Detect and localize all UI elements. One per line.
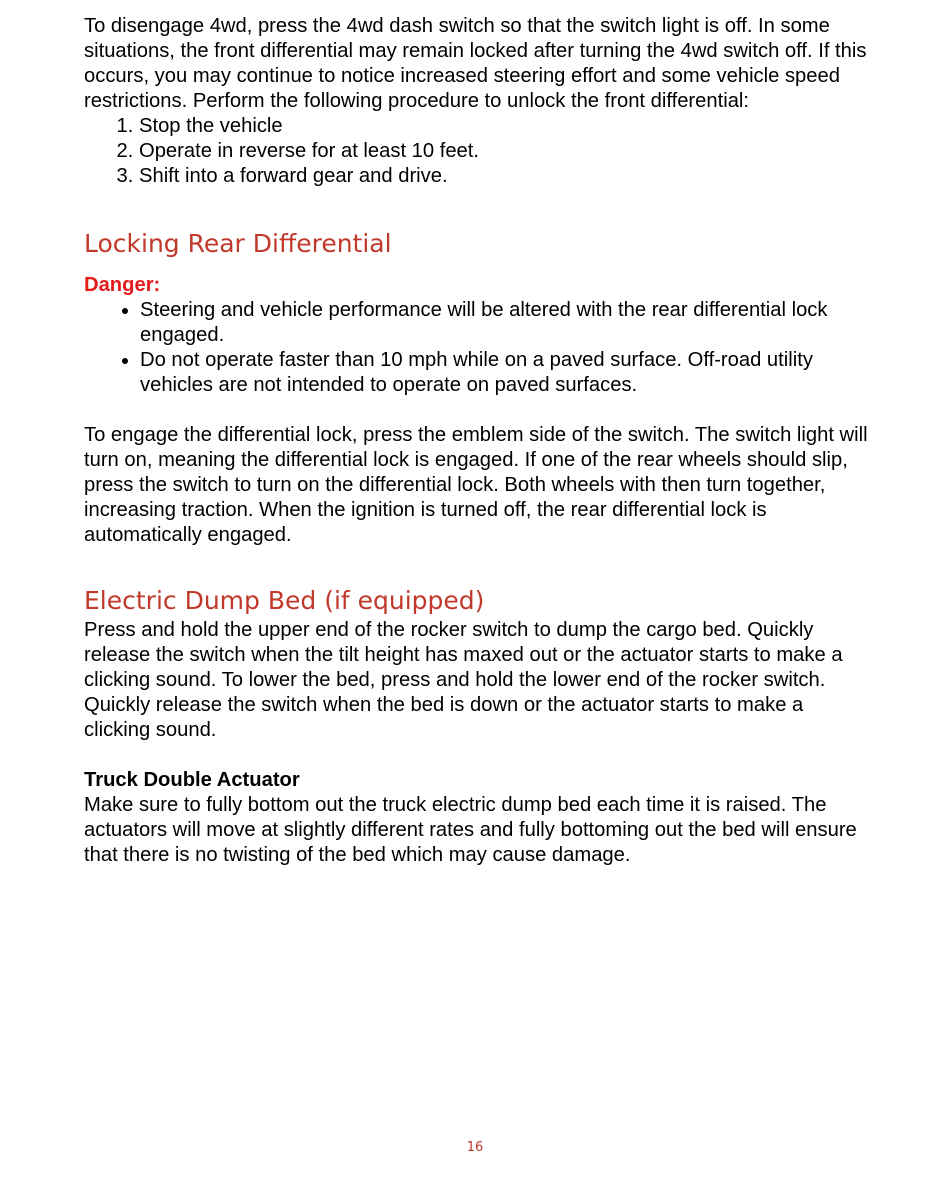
danger-list [84,298,874,398]
unlock-steps-list [84,114,874,189]
spacer [84,398,874,423]
list-item: 1. Stop the vehicle [139,114,874,139]
list-item: • Do not operate faster than 10 mph while on a paved surface. Off-road utility vehicles are not intended to operate on paved surfaces. [140,348,874,398]
intro-paragraph: To disengage 4wd, press the 4wd dash switch so that the switch light is off. In some situations, the front differential may remain locked after turning the 4wd switch off. If this occurs, you may continue to notice increased steering effort and some vehicle speed restrictions. Perform the following procedure to unlock the front differential: [84,15,867,112]
list-item: • Steering and vehicle performance will be altered with the rear differential lock engaged. [140,298,874,348]
list-item: 3. Shift into a forward gear and drive. [139,164,874,189]
dump-bed-paragraph: Press and hold the upper end of the rocker switch to dump the cargo bed. Quickly release the switch when the tilt height has maxed out or the actuator starts to make a clicking sound. To lower the bed, press and hold the lower end of the rocker switch. Quickly release the switch when the bed is down or the actuator starts to make a clicking sound. [84,619,843,741]
locking-rear-differential-heading: Locking Rear Differential [84,229,392,258]
truck-double-actuator-subheading: Truck Double Actuator [84,769,300,791]
page-number: 16 [466,1140,484,1155]
spacer [84,743,874,768]
danger-label: Danger: [84,274,161,296]
manual-page [84,14,874,868]
truck-double-actuator-paragraph: Make sure to fully bottom out the truck electric dump bed each time it is raised. The actuators will move at slightly different rates and fully bottoming out the bed will ensure that there is no twisting of the bed which may cause damage. [84,794,857,866]
electric-dump-bed-heading: Electric Dump Bed (if equipped) [84,586,485,615]
list-item: 2. Operate in reverse for at least 10 feet. [139,139,874,164]
locking-paragraph: To engage the differential lock, press the emblem side of the switch. The switch light will turn on, meaning the differential lock is engaged. If one of the rear wheels should slip, press the switch to turn on the differential lock. Both wheels with then turn together, increasing traction. When the ignition is turned off, the rear differential lock is automatically engaged. [84,424,868,546]
